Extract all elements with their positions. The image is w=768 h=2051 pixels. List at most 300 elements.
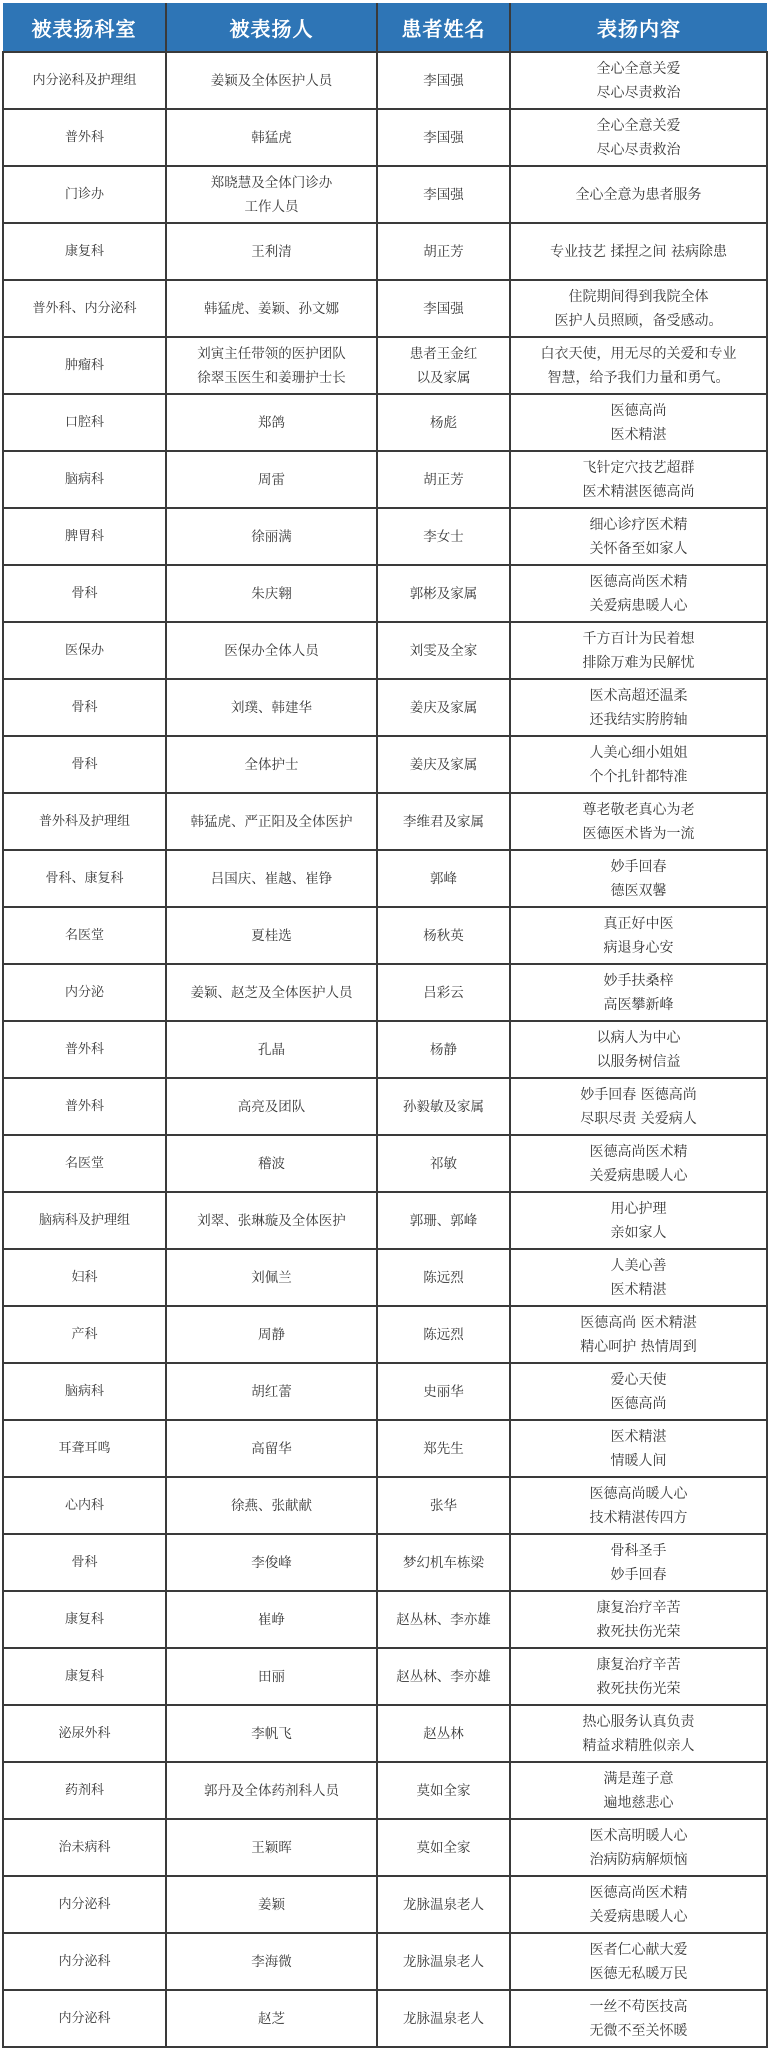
table-row xyxy=(3,337,767,394)
cell-line: 杨静 xyxy=(430,1041,457,1058)
patient-cell xyxy=(377,964,510,1021)
content-cell xyxy=(510,1990,767,2047)
cell-line: 刘佩兰 xyxy=(251,1269,292,1286)
content-cell xyxy=(510,109,767,166)
table-row xyxy=(3,1420,767,1477)
cell-line: 骨科 xyxy=(71,699,98,715)
patient-cell xyxy=(377,1762,510,1819)
cell-line: 医德高尚医术精 xyxy=(589,1884,688,1901)
cell-line: 全心全意关爱 xyxy=(596,60,681,77)
cell-line: 医保办全体人员 xyxy=(224,642,319,659)
patient-cell xyxy=(377,1990,510,2047)
cell-line: 德医双馨 xyxy=(610,882,667,899)
person-cell xyxy=(166,1705,377,1762)
cell-line: 耳聋耳鸣 xyxy=(58,1440,111,1456)
content-cell xyxy=(510,394,767,451)
patient-cell xyxy=(377,1306,510,1363)
content-cell xyxy=(510,907,767,964)
cell-line: 妙手扶桑梓 xyxy=(603,972,674,989)
person-cell xyxy=(166,793,377,850)
content-cell xyxy=(510,52,767,109)
content-cell xyxy=(510,1420,767,1477)
cell-line: 关爱病患暖人心 xyxy=(589,1908,688,1925)
cell-line: 胡正芳 xyxy=(423,471,464,488)
department-cell xyxy=(3,1249,166,1306)
person-cell xyxy=(166,1819,377,1876)
cell-line: 飞针定穴技艺超群 xyxy=(582,459,695,476)
content-cell xyxy=(510,451,767,508)
cell-line: 韩猛虎 xyxy=(251,129,292,146)
table-row xyxy=(3,1876,767,1933)
cell-line: 刘璞、韩建华 xyxy=(231,699,312,716)
cell-line: 医德高尚医术精 xyxy=(589,1143,688,1160)
patient-cell xyxy=(377,679,510,736)
cell-line: 妙手回春 医德高尚 xyxy=(580,1086,697,1103)
person-cell xyxy=(166,1876,377,1933)
table-row xyxy=(3,1192,767,1249)
cell-line: 技术精湛传四方 xyxy=(589,1509,688,1526)
person-cell xyxy=(166,1762,377,1819)
cell-line: 孔晶 xyxy=(258,1041,285,1058)
person-cell xyxy=(166,394,377,451)
cell-line: 医保办 xyxy=(64,642,104,658)
content-cell xyxy=(510,166,767,223)
cell-line: 名医堂 xyxy=(64,1155,104,1171)
person-cell xyxy=(166,850,377,907)
table-row xyxy=(3,1819,767,1876)
table-row xyxy=(3,109,767,166)
column-header-department: 被表扬科室 xyxy=(3,3,166,52)
cell-line: 医术精湛医德高尚 xyxy=(582,483,695,500)
cell-line: 杨彪 xyxy=(430,414,457,431)
cell-line: 住院期间得到我院全体 xyxy=(568,288,709,305)
department-cell xyxy=(3,1705,166,1762)
person-cell xyxy=(166,1078,377,1135)
cell-line: 吕彩云 xyxy=(423,984,464,1001)
cell-line: 千方百计为民着想 xyxy=(582,630,695,647)
department-cell xyxy=(3,622,166,679)
department-cell xyxy=(3,1819,166,1876)
cell-line: 徐燕、张献献 xyxy=(231,1497,312,1514)
department-cell xyxy=(3,1990,166,2047)
cell-line: 无微不至关怀暖 xyxy=(589,2022,688,2039)
cell-line: 真正好中医 xyxy=(603,915,674,932)
cell-line: 康复治疗辛苦 xyxy=(596,1599,681,1616)
department-cell xyxy=(3,1477,166,1534)
content-cell xyxy=(510,793,767,850)
patient-cell xyxy=(377,1705,510,1762)
content-cell xyxy=(510,850,767,907)
cell-line: 李国强 xyxy=(423,129,464,146)
cell-line: 尽心尽责救治 xyxy=(596,141,681,158)
person-cell xyxy=(166,1648,377,1705)
cell-line: 康复科 xyxy=(64,1668,104,1684)
patient-cell xyxy=(377,52,510,109)
cell-line: 姜庆及家属 xyxy=(409,756,478,773)
person-cell xyxy=(166,565,377,622)
table-row xyxy=(3,280,767,337)
cell-line: 遍地慈悲心 xyxy=(603,1794,674,1811)
table-row xyxy=(3,1705,767,1762)
content-cell xyxy=(510,1591,767,1648)
cell-line: 医术精湛 xyxy=(610,1281,667,1298)
cell-line: 徐翠玉医生和姜珊护士长 xyxy=(197,369,346,386)
cell-line: 胡红蕾 xyxy=(251,1383,292,1400)
content-cell xyxy=(510,1534,767,1591)
cell-line: 医德医术皆为一流 xyxy=(582,825,695,842)
content-cell xyxy=(510,1249,767,1306)
table-row xyxy=(3,1078,767,1135)
content-cell xyxy=(510,565,767,622)
table-row xyxy=(3,166,767,223)
patient-cell xyxy=(377,1534,510,1591)
patient-cell xyxy=(377,565,510,622)
cell-line: 白衣天使，用无尽的关爱和专业 xyxy=(540,345,737,362)
person-cell xyxy=(166,1192,377,1249)
department-cell xyxy=(3,1078,166,1135)
person-cell xyxy=(166,1477,377,1534)
person-cell xyxy=(166,964,377,1021)
cell-line: 史丽华 xyxy=(423,1383,464,1400)
table-row xyxy=(3,679,767,736)
cell-line: 脑病科 xyxy=(64,471,104,487)
department-cell xyxy=(3,280,166,337)
content-cell xyxy=(510,1819,767,1876)
cell-line: 莫如全家 xyxy=(416,1782,471,1799)
cell-line: 爱心天使 xyxy=(610,1371,667,1388)
department-cell xyxy=(3,565,166,622)
cell-line: 智慧，给予我们力量和勇气。 xyxy=(547,369,730,386)
person-cell xyxy=(166,166,377,223)
cell-line: 名医堂 xyxy=(64,927,104,943)
department-cell xyxy=(3,223,166,280)
column-header-patient: 患者姓名 xyxy=(377,3,510,52)
department-cell xyxy=(3,52,166,109)
department-cell xyxy=(3,166,166,223)
department-cell xyxy=(3,109,166,166)
content-cell xyxy=(510,508,767,565)
cell-line: 内分泌科及护理组 xyxy=(32,72,137,88)
cell-line: 心内科 xyxy=(64,1497,104,1513)
cell-line: 精益求精胜似亲人 xyxy=(582,1737,695,1754)
department-cell xyxy=(3,1363,166,1420)
cell-line: 脑病科及护理组 xyxy=(38,1212,130,1228)
patient-cell xyxy=(377,451,510,508)
cell-line: 人美心善 xyxy=(610,1257,667,1274)
table-row xyxy=(3,1021,767,1078)
cell-line: 精心呵护 热情周到 xyxy=(580,1338,697,1355)
cell-line: 李俊峰 xyxy=(251,1554,292,1571)
cell-line: 普外科、内分泌科 xyxy=(32,300,137,316)
person-cell xyxy=(166,223,377,280)
cell-line: 救死扶伤光荣 xyxy=(596,1623,681,1640)
cell-line: 骨科 xyxy=(71,585,98,601)
patient-cell xyxy=(377,622,510,679)
cell-line: 关爱病患暖人心 xyxy=(589,1167,688,1184)
department-cell xyxy=(3,1135,166,1192)
table-row xyxy=(3,223,767,280)
table-row xyxy=(3,1135,767,1192)
patient-cell xyxy=(377,337,510,394)
praise-table xyxy=(2,3,768,2048)
cell-line: 内分泌 xyxy=(64,984,104,1000)
cell-line: 龙脉温泉老人 xyxy=(403,1953,484,1970)
content-cell xyxy=(510,1876,767,1933)
table-row xyxy=(3,565,767,622)
cell-line: 周静 xyxy=(258,1326,285,1343)
content-cell xyxy=(510,622,767,679)
person-cell xyxy=(166,1135,377,1192)
department-cell xyxy=(3,394,166,451)
cell-line: 尽职尽责 关爱病人 xyxy=(580,1110,697,1127)
table-row xyxy=(3,451,767,508)
cell-line: 李国强 xyxy=(423,186,464,203)
cell-line: 医德高尚 xyxy=(610,402,667,419)
department-cell xyxy=(3,1933,166,1990)
content-cell xyxy=(510,679,767,736)
table-row xyxy=(3,1363,767,1420)
content-cell xyxy=(510,337,767,394)
cell-line: 口腔科 xyxy=(64,414,104,430)
cell-line: 一丝不苟医技高 xyxy=(589,1998,688,2015)
cell-line: 赵丛林、李亦雄 xyxy=(396,1668,491,1685)
patient-cell xyxy=(377,1135,510,1192)
cell-line: 妙手回春 xyxy=(610,858,667,875)
cell-line: 周雷 xyxy=(258,471,285,488)
cell-line: 内分泌科 xyxy=(58,1896,111,1912)
department-cell xyxy=(3,1534,166,1591)
cell-line: 李维君及家属 xyxy=(403,813,484,830)
content-cell xyxy=(510,1762,767,1819)
cell-line: 医德高尚 医术精湛 xyxy=(580,1314,697,1331)
cell-line: 全心全意为患者服务 xyxy=(575,186,702,203)
table-row xyxy=(3,736,767,793)
cell-line: 田丽 xyxy=(258,1668,285,1685)
cell-line: 门诊办 xyxy=(64,186,104,202)
cell-line: 刘寅主任带领的医护团队 xyxy=(197,345,346,362)
cell-line: 热心服务认真负责 xyxy=(582,1713,695,1730)
person-cell xyxy=(166,508,377,565)
cell-line: 医者仁心献大爱 xyxy=(589,1941,688,1958)
cell-line: 细心诊疗医术精 xyxy=(589,516,688,533)
patient-cell xyxy=(377,793,510,850)
content-cell xyxy=(510,736,767,793)
table-row xyxy=(3,907,767,964)
person-cell xyxy=(166,280,377,337)
department-cell xyxy=(3,850,166,907)
content-cell xyxy=(510,1135,767,1192)
person-cell xyxy=(166,337,377,394)
person-cell xyxy=(166,736,377,793)
cell-line: 郭彬及家属 xyxy=(409,585,478,602)
table-row xyxy=(3,1477,767,1534)
cell-line: 医德高尚医术精 xyxy=(589,573,688,590)
content-cell xyxy=(510,964,767,1021)
patient-cell xyxy=(377,508,510,565)
cell-line: 龙脉温泉老人 xyxy=(403,1896,484,1913)
header-row xyxy=(3,3,767,52)
cell-line: 郭峰 xyxy=(430,870,457,887)
cell-line: 姜颖及全体医护人员 xyxy=(210,72,333,89)
cell-line: 普外科 xyxy=(64,1098,104,1114)
person-cell xyxy=(166,1021,377,1078)
person-cell xyxy=(166,1420,377,1477)
table-row xyxy=(3,1990,767,2047)
person-cell xyxy=(166,1591,377,1648)
cell-line: 韩猛虎、姜颖、孙文娜 xyxy=(204,300,339,317)
department-cell xyxy=(3,1420,166,1477)
patient-cell xyxy=(377,1249,510,1306)
department-cell xyxy=(3,1306,166,1363)
person-cell xyxy=(166,1249,377,1306)
patient-cell xyxy=(377,1819,510,1876)
cell-line: 以服务树信益 xyxy=(596,1053,681,1070)
cell-line: 全体护士 xyxy=(244,756,299,773)
cell-line: 康复科 xyxy=(64,1611,104,1627)
department-cell xyxy=(3,1762,166,1819)
cell-line: 康复科 xyxy=(64,243,104,259)
table-row xyxy=(3,1762,767,1819)
cell-line: 孙毅敏及家属 xyxy=(403,1098,484,1115)
person-cell xyxy=(166,679,377,736)
content-cell xyxy=(510,1306,767,1363)
department-cell xyxy=(3,736,166,793)
cell-line: 康复治疗辛苦 xyxy=(596,1656,681,1673)
cell-line: 姜颖 xyxy=(258,1896,285,1913)
cell-line: 莫如全家 xyxy=(416,1839,471,1856)
table-row xyxy=(3,394,767,451)
cell-line: 刘翠、张琳璇及全体医护 xyxy=(197,1212,346,1229)
patient-cell xyxy=(377,223,510,280)
cell-line: 妙手回春 xyxy=(610,1566,667,1583)
patient-cell xyxy=(377,1876,510,1933)
cell-line: 脾胃科 xyxy=(64,528,104,544)
cell-line: 满是莲子意 xyxy=(603,1770,674,1787)
patient-cell xyxy=(377,1420,510,1477)
cell-line: 关爱病患暖人心 xyxy=(589,597,688,614)
cell-line: 陈远烈 xyxy=(423,1326,464,1343)
cell-line: 姜庆及家属 xyxy=(409,699,478,716)
cell-line: 肿瘤科 xyxy=(64,357,104,373)
cell-line: 人美心细小姐姐 xyxy=(589,744,688,761)
cell-line: 赵芝 xyxy=(258,2010,285,2027)
cell-line: 姜颖、赵芝及全体医护人员 xyxy=(190,984,353,1001)
cell-line: 治未病科 xyxy=(58,1839,111,1855)
patient-cell xyxy=(377,166,510,223)
department-cell xyxy=(3,1021,166,1078)
cell-line: 泌尿外科 xyxy=(58,1725,111,1741)
patient-cell xyxy=(377,1021,510,1078)
cell-line: 吕国庆、崔越、崔铮 xyxy=(210,870,333,887)
cell-line: 亲如家人 xyxy=(610,1224,667,1241)
patient-cell xyxy=(377,280,510,337)
patient-cell xyxy=(377,850,510,907)
cell-line: 病退身心安 xyxy=(603,939,674,956)
table-row xyxy=(3,1933,767,1990)
cell-line: 内分泌科 xyxy=(58,1953,111,1969)
department-cell xyxy=(3,1192,166,1249)
cell-line: 杨秋英 xyxy=(423,927,464,944)
column-header-person: 被表扬人 xyxy=(166,3,377,52)
cell-line: 内分泌科 xyxy=(58,2010,111,2026)
cell-line: 还我结实胯胯轴 xyxy=(589,711,688,728)
table-row xyxy=(3,508,767,565)
content-cell xyxy=(510,1477,767,1534)
patient-cell xyxy=(377,1591,510,1648)
person-cell xyxy=(166,907,377,964)
cell-line: 医护人员照顾，备受感动。 xyxy=(554,312,723,329)
content-cell xyxy=(510,223,767,280)
cell-line: 赵丛林 xyxy=(423,1725,464,1742)
cell-line: 医德高尚暖人心 xyxy=(589,1485,688,1502)
cell-line: 患者王金红 xyxy=(409,345,478,362)
cell-line: 骨科 xyxy=(71,1554,98,1570)
cell-line: 以及家属 xyxy=(416,369,471,386)
patient-cell xyxy=(377,1933,510,1990)
cell-line: 郑鸽 xyxy=(258,414,285,431)
cell-line: 朱庆翱 xyxy=(251,585,292,602)
cell-line: 郑晓慧及全体门诊办 xyxy=(210,174,333,191)
department-cell xyxy=(3,1591,166,1648)
cell-line: 治病防病解烦恼 xyxy=(589,1851,688,1868)
cell-line: 高医攀新峰 xyxy=(603,996,674,1013)
content-cell xyxy=(510,1021,767,1078)
content-cell xyxy=(510,1705,767,1762)
cell-line: 张华 xyxy=(430,1497,457,1514)
person-cell xyxy=(166,52,377,109)
cell-line: 排除万难为民解忧 xyxy=(582,654,695,671)
department-cell xyxy=(3,451,166,508)
cell-line: 普外科及护理组 xyxy=(38,813,130,829)
person-cell xyxy=(166,1534,377,1591)
cell-line: 韩猛虎、严正阳及全体医护 xyxy=(190,813,353,830)
person-cell xyxy=(166,451,377,508)
cell-line: 全心全意关爱 xyxy=(596,117,681,134)
content-cell xyxy=(510,1933,767,1990)
cell-line: 工作人员 xyxy=(244,198,299,215)
department-cell xyxy=(3,964,166,1021)
cell-line: 医术高超还温柔 xyxy=(589,687,688,704)
cell-line: 高亮及团队 xyxy=(237,1098,306,1115)
cell-line: 专业技艺 揉捏之间 祛病除患 xyxy=(550,243,727,260)
cell-line: 尊老敬老真心为老 xyxy=(582,801,695,818)
cell-line: 祁敏 xyxy=(430,1155,457,1172)
department-cell xyxy=(3,1876,166,1933)
cell-line: 关怀备至如家人 xyxy=(589,540,688,557)
cell-line: 刘雯及全家 xyxy=(409,642,478,659)
cell-line: 药剂科 xyxy=(64,1782,104,1798)
cell-line: 龙脉温泉老人 xyxy=(403,2010,484,2027)
department-cell xyxy=(3,508,166,565)
cell-line: 医术高明暖人心 xyxy=(589,1827,688,1844)
patient-cell xyxy=(377,1648,510,1705)
patient-cell xyxy=(377,1477,510,1534)
cell-line: 李国强 xyxy=(423,72,464,89)
cell-line: 李国强 xyxy=(423,300,464,317)
content-cell xyxy=(510,1078,767,1135)
cell-line: 骨科、康复科 xyxy=(45,870,124,886)
cell-line: 普外科 xyxy=(64,1041,104,1057)
content-cell xyxy=(510,1363,767,1420)
patient-cell xyxy=(377,736,510,793)
cell-line: 骨科圣手 xyxy=(610,1542,667,1559)
person-cell xyxy=(166,1933,377,1990)
column-header-content: 表扬内容 xyxy=(510,3,767,52)
content-cell xyxy=(510,280,767,337)
cell-line: 崔峥 xyxy=(258,1611,285,1628)
cell-line: 救死扶伤光荣 xyxy=(596,1680,681,1697)
cell-line: 徐丽满 xyxy=(251,528,292,545)
